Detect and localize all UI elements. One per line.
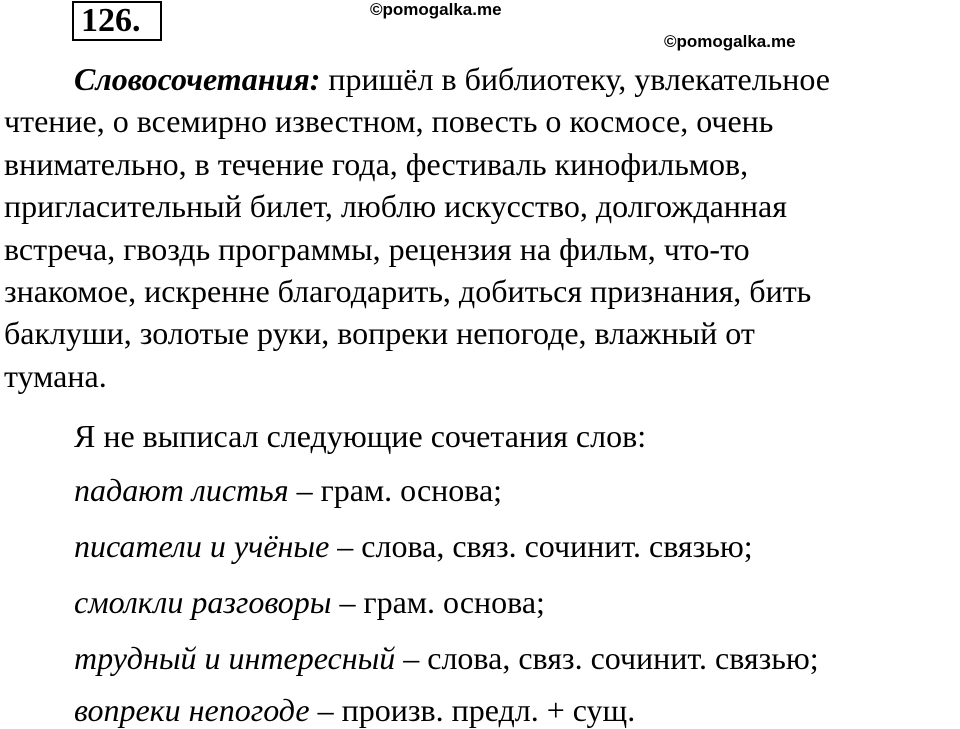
- paragraph-line: тумана.: [4, 357, 107, 394]
- item-phrase: вопреки непогоде: [74, 692, 310, 728]
- paragraph-line: встреча, гвоздь программы, рецензия на фильм, что-то: [4, 230, 750, 267]
- list-item: [74, 528, 954, 565]
- watermark: ©pomogalka.me: [370, 0, 502, 19]
- list-item: [74, 472, 954, 509]
- list-item: [74, 692, 954, 729]
- item-note: – слова, связ. сочинит. связью;: [329, 528, 753, 564]
- paragraph-line: чтение, о всемирно известном, повесть о космосе, очень: [4, 103, 774, 140]
- item-note: – грам. основа;: [331, 584, 545, 620]
- list-item: [74, 584, 954, 621]
- item-note: – грам. основа;: [288, 472, 503, 508]
- item-phrase: писатели и учёные: [74, 528, 330, 564]
- item-phrase: трудный и интересный: [74, 640, 396, 676]
- phrases-paragraph: [4, 58, 956, 397]
- paragraph-line: пригласительный билет, люблю искусство, долгожданная: [4, 188, 787, 225]
- item-note: – произв. предл. + сущ.: [309, 692, 636, 728]
- paragraph-text: пришёл в библиотеку, увлекательное: [320, 61, 830, 97]
- watermark: ©pomogalka.me: [664, 32, 796, 51]
- paragraph-lead: Словосочетания:: [74, 61, 321, 97]
- item-phrase: смолкли разговоры: [74, 584, 332, 620]
- paragraph-line: знакомое, искренне благодарить, добиться признания, бить: [4, 273, 812, 310]
- paragraph-line: баклуши, золотые руки, вопреки непогоде, влажный от: [4, 315, 755, 352]
- item-note: – слова, связ. сочинит. связью;: [395, 640, 819, 676]
- intro-line: Я не выписал следующие сочетания слов:: [74, 418, 647, 454]
- paragraph-line: [4, 58, 956, 100]
- exercise-number: 126.: [72, 1, 162, 41]
- list-item: [74, 640, 954, 677]
- paragraph-line: внимательно, в течение года, фестиваль кинофильмов,: [4, 145, 749, 182]
- item-phrase: падают листья: [74, 472, 289, 508]
